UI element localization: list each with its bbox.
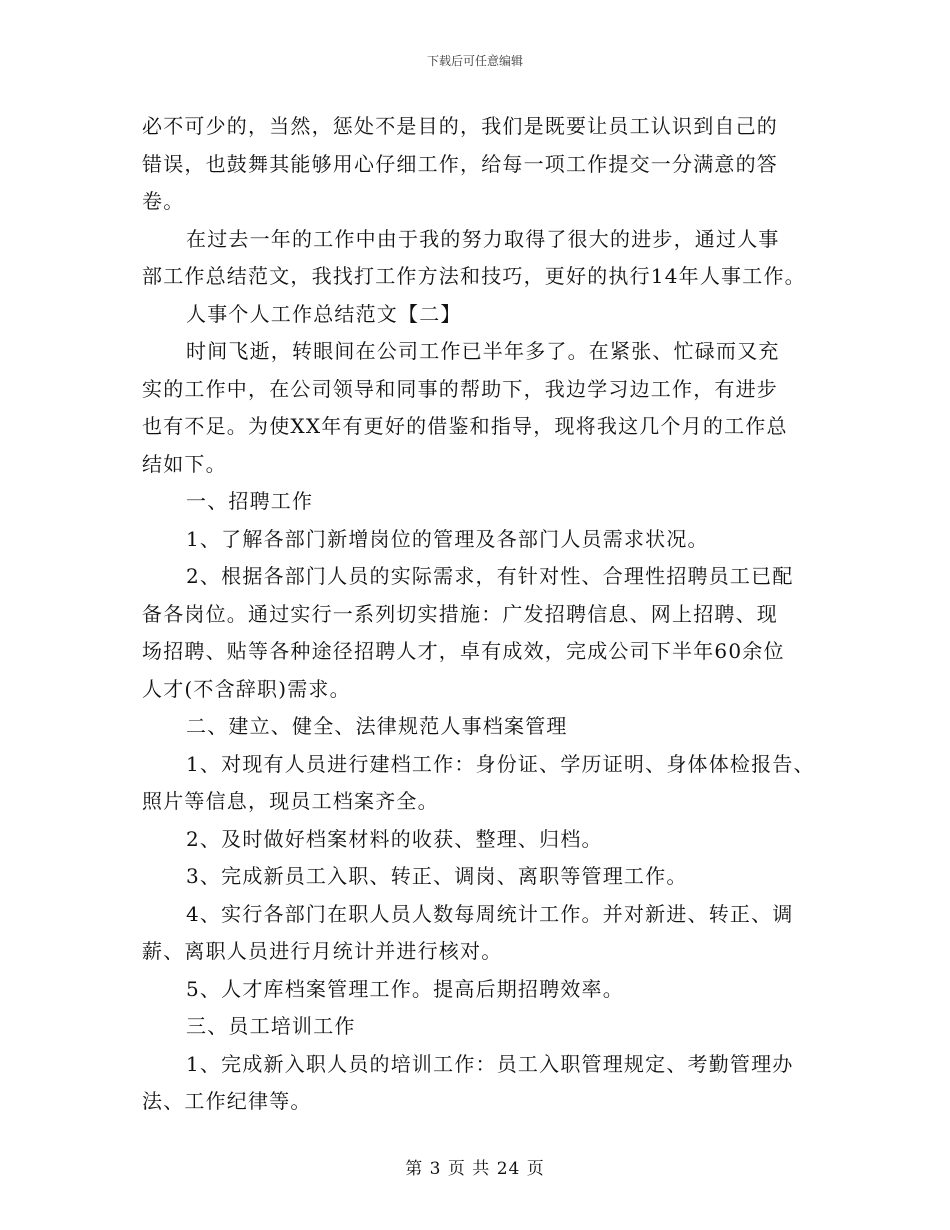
list-item: 1、对现有人员进行建档工作：身份证、学历证明、身体体检报告、 bbox=[186, 751, 815, 776]
text-line: 实的工作中，在公司领导和同事的帮助下，我边学习边工作，有进步 bbox=[142, 376, 778, 401]
text-line: 必不可少的，当然，惩处不是目的，我们是既要让员工认识到自己的 bbox=[142, 114, 778, 138]
section-heading: 一、招聘工作 bbox=[186, 489, 314, 513]
list-item: 1、了解各部门新增岗位的管理及各部门人员需求状况。 bbox=[186, 526, 709, 551]
paragraph-start: 时间飞逝，转眼间在公司工作已半年多了。在紧张、忙碌而又充 bbox=[186, 339, 780, 363]
text-line: 结如下。 bbox=[142, 451, 227, 476]
text-line: 错误，也鼓舞其能够用心仔细工作，给每一项工作提交一分满意的答 bbox=[142, 151, 778, 176]
text-line: 部工作总结范文，我找打工作方法和技巧，更好的执行14年人事工作。 bbox=[142, 264, 806, 288]
text-line: 薪、离职人员进行月统计并进行核对。 bbox=[142, 939, 503, 963]
document-body bbox=[142, 108, 832, 1121]
section-heading: 二、建立、健全、法律规范人事档案管理 bbox=[186, 714, 568, 738]
list-item: 2、及时做好档案材料的收获、整理、归档。 bbox=[186, 826, 603, 851]
text-line: 照片等信息，现员工档案齐全。 bbox=[142, 789, 439, 813]
section-title: 人事个人工作总结范文【二】 bbox=[186, 301, 462, 326]
text-line: 备各岗位。通过实行一系列切实措施：广发招聘信息、网上招聘、现 bbox=[142, 601, 778, 626]
text-line: 也有不足。为使XX年有更好的借鉴和指导，现将我这几个月的工作总 bbox=[142, 414, 788, 438]
section-heading: 三、员工培训工作 bbox=[186, 1014, 356, 1038]
list-item: 5、人才库档案管理工作。提高后期招聘效率。 bbox=[186, 976, 624, 1001]
paragraph-start: 在过去一年的工作中由于我的努力取得了很大的进步，通过人事 bbox=[186, 226, 780, 251]
list-item: 2、根据各部门人员的实际需求，有针对性、合理性招聘员工已配 bbox=[186, 564, 794, 588]
page-footer: 第 3 页 共 24 页 bbox=[405, 1159, 545, 1179]
text-line: 场招聘、贴等各种途径招聘人才，卓有成效，完成公司下半年60余位 bbox=[142, 639, 785, 663]
text-line: 卷。 bbox=[142, 189, 185, 213]
text-line: 人才(不含辞职)需求。 bbox=[142, 676, 351, 701]
list-item: 4、实行各部门在职人员人数每周统计工作。并对新进、转正、调 bbox=[186, 901, 794, 926]
list-item: 1、完成新入职人员的培训工作：员工入职管理规定、考勤管理办 bbox=[186, 1051, 794, 1076]
page-header: 下载后可任意编辑 bbox=[426, 54, 523, 68]
text-line: 法、工作纪律等。 bbox=[142, 1089, 312, 1113]
list-item: 3、完成新员工入职、转正、调岗、离职等管理工作。 bbox=[186, 864, 688, 888]
